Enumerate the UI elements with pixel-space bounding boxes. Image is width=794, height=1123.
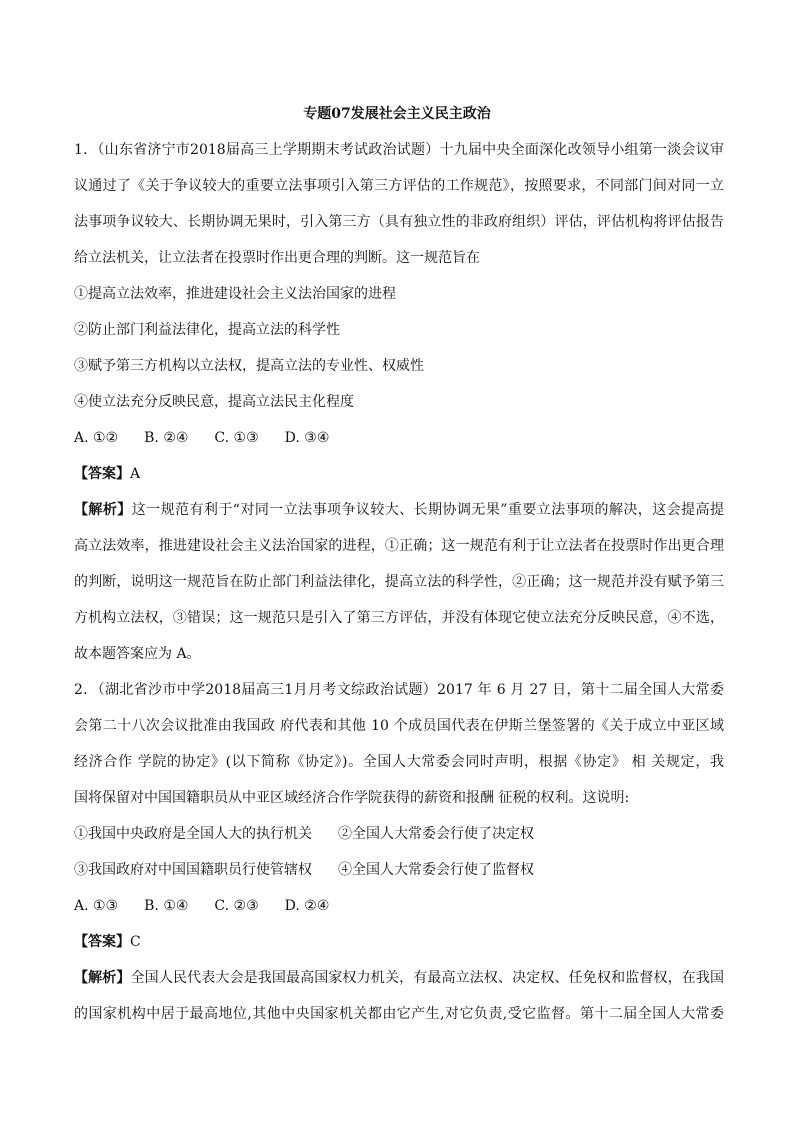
q2-option-c: C. ②③ xyxy=(214,898,259,914)
q2-item: ①我国中央政府是全国人大的执行机关 xyxy=(74,826,312,842)
q2-answer xyxy=(74,932,724,952)
q1-stem-line: 议通过了《关于争议较大的重要立法事项引入第三方评估的工作规范》，按照要求，不同部门间对同一立 xyxy=(74,178,724,194)
q2-options xyxy=(74,896,724,916)
q2-stem-line: 国将保留对中国国籍职员从中亚区域经济合作学院获得的薪资和报酬 征税的权利。这说明: xyxy=(74,790,630,806)
q1-analysis-line: 故本题答案应为 A。 xyxy=(74,646,201,662)
q1-analysis-line: 方机构立法权，③错误；这一规范只是引入了第三方评估，并没有体现它使立法充分反映民意，④不选， xyxy=(74,610,724,626)
q2-items-row xyxy=(74,824,724,844)
q2-stem-line: 2．（湖北省沙市中学2018届高三1月月考文综政治试题）2017 年 6 月 27 日，第十二届全国人大常委 xyxy=(74,682,724,698)
q1-option-b: B. ②④ xyxy=(144,430,189,446)
q2-option-b: B. ①④ xyxy=(144,898,189,914)
document-title: 专题07发展社会主义民主政治 xyxy=(303,106,491,122)
q1-stem-line: 法事项争议较大、长期协调无果时，引入第三方（具有独立性的非政府组织）评估，评估机构将评估报告 xyxy=(74,214,724,230)
q1-item: ③赋予第三方机构以立法权，提高立法的专业性、权威性 xyxy=(74,358,424,374)
q1-item: ①提高立法效率，推进建设社会主义法治国家的进程 xyxy=(74,286,396,302)
q1-item: ②防止部门利益法律化，提高立法的科学性 xyxy=(74,322,340,338)
q2-analysis-line xyxy=(74,968,724,988)
q2-answer-value: C xyxy=(130,934,141,950)
q2-item: ②全国人大常委会行使了决定权 xyxy=(338,826,534,842)
q1-answer xyxy=(74,464,724,484)
q2-stem-line: 会第二十八次会议批准由我国政 府代表和其他 10 个成员国代表在伊斯兰堡签署的《关于成立中亚区域 xyxy=(74,718,724,734)
q2-item: ④全国人大常委会行使了监督权 xyxy=(338,862,534,878)
q2-option-a: A. ①③ xyxy=(74,898,119,914)
q1-analysis-line: 高立法效率，推进建设社会主义法治国家的进程，①正确；这一规范有利于让立法者在投票时作出更合理 xyxy=(74,538,724,554)
q1-answer-label: 【答案】 xyxy=(74,466,130,482)
q1-stem-line: 给立法机关，让立法者在投票时作出更合理的判断。这一规范旨在 xyxy=(74,250,480,266)
q2-answer-label: 【答案】 xyxy=(74,934,130,950)
q2-option-d: D. ②④ xyxy=(284,898,330,914)
q1-analysis-line xyxy=(74,500,724,520)
q1-analysis-label: 【解析】 xyxy=(74,502,132,518)
q2-analysis-text: 全国人民代表大会是我国最高国家权力机关，有最高立法权、决定权、任免权和监督权，在我国 xyxy=(130,970,725,986)
q1-option-c: C. ①③ xyxy=(214,430,259,446)
q1-stem-line: 1．（山东省济宁市2018届高三上学期期末考试政治试题）十九届中央全面深化改领导小组第一淡会议审 xyxy=(74,142,724,158)
q2-item: ③我国政府对中国国籍职员行使管辖权 xyxy=(74,862,312,878)
q1-item: ④使立法充分反映民意，提高立法民主化程度 xyxy=(74,394,354,410)
q2-analysis-label: 【解析】 xyxy=(74,970,131,986)
q1-analysis-line: 的判断，说明这一规范旨在防止部门利益法律化，提高立法的科学性，②正确；这一规范并没有赋予第三 xyxy=(74,574,724,590)
q2-stem-line: 经济合作 学院的协定》(以下简称《协定》)。全国人大常委会同时声明，根据《协定》 相 关规定，我 xyxy=(74,754,724,770)
q1-options xyxy=(74,428,724,448)
q1-option-a: A. ①② xyxy=(74,430,119,446)
q2-items-row xyxy=(74,860,724,880)
q1-option-d: D. ③④ xyxy=(284,430,330,446)
q1-answer-value: A xyxy=(130,466,141,482)
q2-analysis-line: 的国家机构中居于最高地位,其他中央国家机关都由它产生,对它负责,受它监督。第十二届全国人大常委 xyxy=(74,1006,724,1022)
q1-analysis-text: 这一规范有利于“对同一立法事项争议较大、长期协调无果”重要立法事项的解决，这会提高提 xyxy=(131,502,724,518)
